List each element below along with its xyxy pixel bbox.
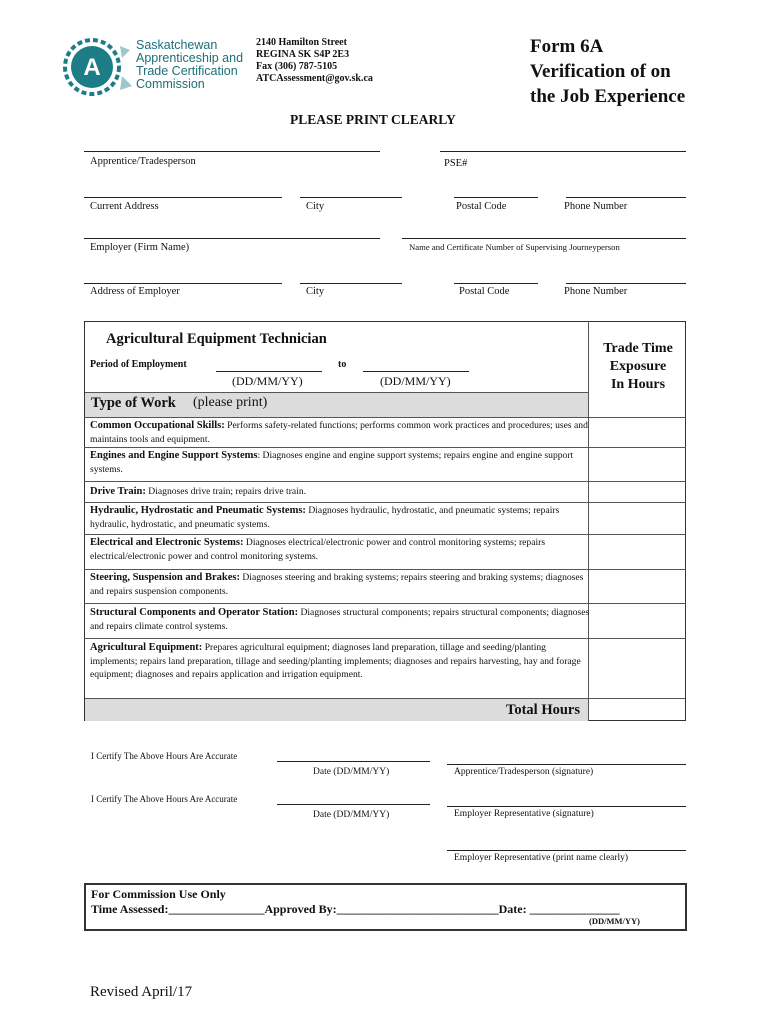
certify-date-label-1: Date (DD/MM/YY) bbox=[313, 767, 390, 777]
postal-code-field[interactable] bbox=[454, 197, 538, 198]
period-to-field[interactable] bbox=[363, 371, 469, 372]
from-date-format: (DD/MM/YY) bbox=[232, 374, 303, 388]
row-hydraulic: Hydraulic, Hydrostatic and Pneumatic Systems: Diagnoses hydraulic, hydrostatic, and pneumatic systems; repairs hydraulic, hydrostatic, and pneumatic systems. bbox=[90, 505, 560, 530]
logo-name: Saskatchewan Apprenticeship and Trade Certification Commission bbox=[136, 38, 244, 91]
employer-address-field[interactable] bbox=[84, 283, 282, 284]
certify-statement-2: I Certify The Above Hours Are Accurate bbox=[91, 794, 238, 804]
supervisor-field[interactable] bbox=[402, 238, 686, 239]
certify-date-field-1[interactable] bbox=[277, 761, 430, 762]
period-label: Period of Employment bbox=[90, 359, 187, 370]
employer-phone-field[interactable] bbox=[566, 283, 686, 284]
commission-fields bbox=[91, 902, 620, 917]
employer-label: Employer (Firm Name) bbox=[90, 242, 190, 253]
pse-label: PSE# bbox=[444, 158, 468, 169]
commission-date-field[interactable]: Date: _______________ bbox=[498, 902, 620, 916]
row-agricultural: Agricultural Equipment: Prepares agricultural equipment; diagnoses land preparation, tillage and seeding/planting implements; repairs land preparation, tillage and seeding/planting implements; diagnoses and repairs harvesting, hay and forage equipment; diagnoses and repairs application and irrigation equipment. bbox=[90, 642, 581, 680]
to-date-format: (DD/MM/YY) bbox=[380, 374, 451, 388]
hours-inputs[interactable] bbox=[589, 418, 685, 698]
trade-time-header: Trade Time Exposure In Hours bbox=[603, 341, 673, 392]
employer-field[interactable] bbox=[84, 238, 380, 239]
to-label: to bbox=[338, 359, 347, 370]
instruction: PLEASE PRINT CLEARLY bbox=[290, 112, 456, 127]
revised-date: Revised April/17 bbox=[90, 984, 193, 1000]
row-drive-train: Drive Train: Diagnoses drive train; repairs drive train. bbox=[90, 486, 307, 497]
total-hours-input[interactable] bbox=[589, 698, 685, 721]
apprentice-signature-field[interactable] bbox=[447, 764, 686, 765]
commission-logo-icon bbox=[58, 36, 133, 98]
row-structural: Structural Components and Operator Station: Diagnoses structural components; repairs structural components; diagnoses and repairs climate control systems. bbox=[90, 607, 590, 632]
employer-phone-label: Phone Number bbox=[564, 286, 628, 297]
current-address-field[interactable] bbox=[84, 197, 282, 198]
city-label: City bbox=[306, 201, 325, 212]
pse-field[interactable] bbox=[440, 151, 686, 152]
period-from-field[interactable] bbox=[216, 371, 322, 372]
employer-city-field[interactable] bbox=[300, 283, 402, 284]
phone-label: Phone Number bbox=[564, 201, 628, 212]
commission-title: For Commission Use Only bbox=[91, 887, 226, 901]
row-electrical: Electrical and Electronic Systems: Diagnoses electrical/electronic power and control monitoring systems; repairs electrical/electronic power and control monitoring systems. bbox=[90, 537, 546, 562]
logo bbox=[58, 36, 248, 98]
total-hours-row: Total Hours bbox=[85, 698, 588, 721]
employer-signature-field[interactable] bbox=[447, 806, 686, 807]
supervisor-label: Name and Certificate Number of Supervising Journeyperson bbox=[409, 242, 620, 252]
employer-city-label: City bbox=[306, 286, 325, 297]
employer-postal-code-field[interactable] bbox=[454, 283, 538, 284]
hours-cell-top bbox=[589, 417, 686, 418]
current-address-label: Current Address bbox=[90, 201, 159, 212]
trade-name: Agricultural Equipment Technician bbox=[106, 331, 327, 347]
employer-address-label: Address of Employer bbox=[90, 286, 180, 297]
certify-date-field-2[interactable] bbox=[277, 804, 430, 805]
time-assessed-field[interactable]: Time Assessed:________________ bbox=[91, 902, 265, 916]
employer-print-name-label: Employer Representative (print name clearly) bbox=[454, 853, 629, 863]
approved-by-field[interactable]: Approved By:___________________________ bbox=[264, 902, 499, 916]
certify-statement-1: I Certify The Above Hours Are Accurate bbox=[91, 751, 238, 761]
apprentice-label: Apprentice/Tradesperson bbox=[90, 156, 196, 167]
apprentice-field[interactable] bbox=[84, 151, 380, 152]
type-of-work-header: Type of Work (please print) bbox=[85, 392, 588, 418]
employer-print-name-field[interactable] bbox=[447, 850, 686, 851]
logo-letter: A bbox=[83, 54, 101, 81]
employer-signature-label: Employer Representative (signature) bbox=[454, 809, 594, 819]
commission-box bbox=[84, 883, 687, 931]
row-engines: Engines and Engine Support Systems: Diagnoses engine and engine support systems; repairs engine and engine support systems. bbox=[90, 450, 574, 475]
postal-code-label: Postal Code bbox=[456, 201, 507, 212]
employer-postal-code-label: Postal Code bbox=[459, 286, 510, 297]
row-common-occupational: Common Occupational Skills: Performs safety-related functions; performs common work practices and procedures; uses and maintains tools and equipment. bbox=[90, 420, 588, 445]
commission-date-format: (DD/MM/YY) bbox=[589, 916, 640, 926]
apprentice-signature-label: Apprentice/Tradesperson (signature) bbox=[454, 767, 594, 777]
row-steering: Steering, Suspension and Brakes: Diagnoses steering and braking systems; repairs steering and braking systems; diagnoses and repairs suspension components. bbox=[90, 572, 584, 597]
city-field[interactable] bbox=[300, 197, 402, 198]
phone-field[interactable] bbox=[566, 197, 686, 198]
form-title: Form 6A Verification of on the Job Experience bbox=[530, 36, 686, 107]
certify-date-label-2: Date (DD/MM/YY) bbox=[313, 810, 390, 820]
email-address: ATCAssessment@gov.sk.ca bbox=[256, 73, 373, 84]
commission-address: 2140 Hamilton Street REGINA SK S4P 2E3 Fax (306) 787-5105 ATCAssessment@gov.sk.ca bbox=[256, 37, 373, 84]
